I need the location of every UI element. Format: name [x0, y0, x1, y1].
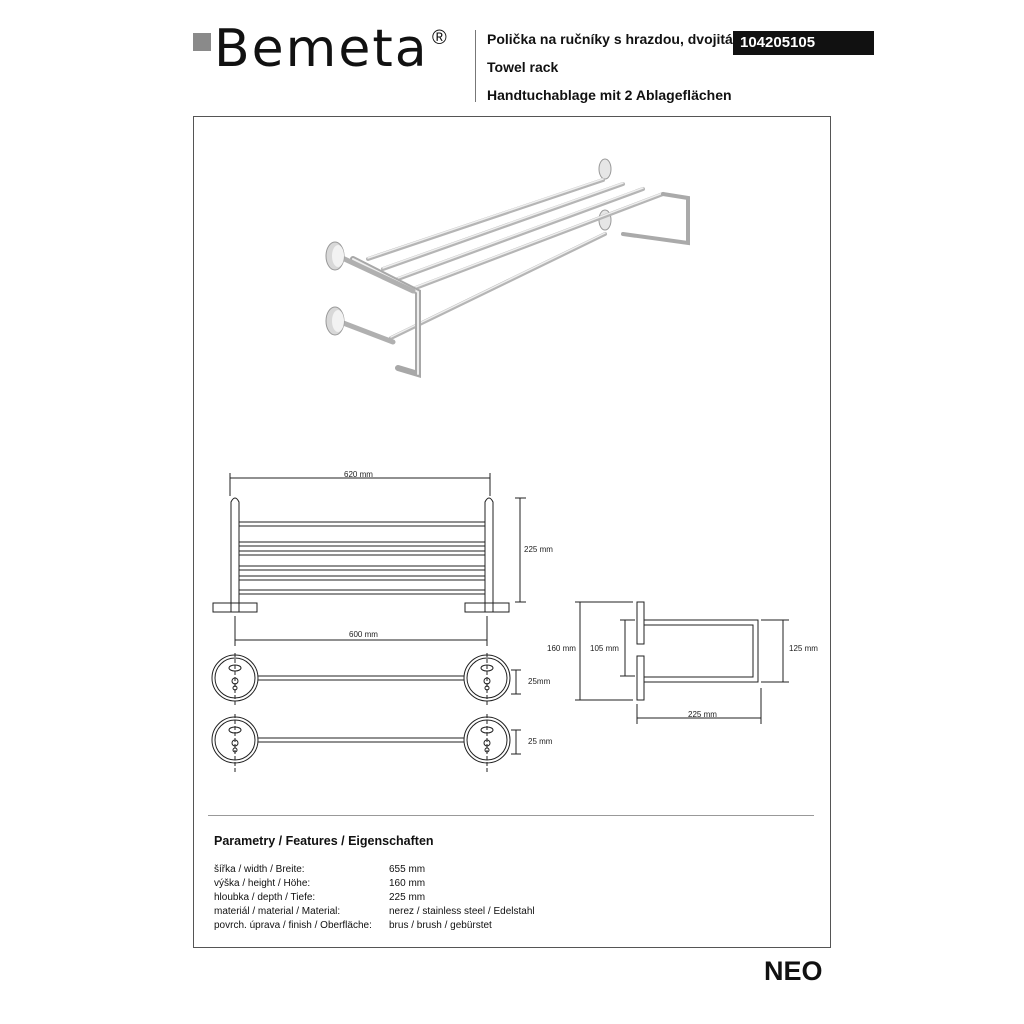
brand-logo — [214, 22, 429, 79]
header-divider — [475, 30, 476, 102]
features-table — [214, 863, 535, 933]
feature-row — [214, 905, 535, 919]
series-name: NEO — [764, 956, 823, 986]
feature-label: hloubka / depth / Tiefe: — [214, 892, 316, 903]
dim-mount-spacing: 600 mm — [349, 630, 378, 639]
technical-drawing — [193, 116, 831, 816]
rosette-view-drawing — [212, 653, 521, 772]
feature-row — [214, 863, 535, 877]
feature-label: výška / height / Höhe: — [214, 878, 311, 889]
dim-rosette-top: 25mm — [528, 677, 551, 686]
feature-label: povrch. úprava / finish / Oberfläche: — [214, 920, 372, 931]
dim-side-inner-height: 105 mm — [590, 644, 619, 653]
dim-front-width: 620 mm — [344, 470, 373, 479]
dim-side-bar-height: 125 mm — [789, 644, 818, 653]
feature-value: 655 mm — [389, 864, 426, 875]
product-title-cz: Polička na ručníky s hrazdou, dvojitá — [487, 31, 733, 47]
product-title-en: Towel rack — [487, 59, 559, 75]
brand-logo-graphic — [214, 22, 429, 70]
side-view-drawing — [575, 602, 789, 724]
feature-label: materiál / material / Material: — [214, 906, 341, 917]
feature-row — [214, 919, 535, 933]
dim-side-total-height: 160 mm — [547, 644, 576, 653]
logo-mark — [193, 33, 211, 51]
feature-value: brus / brush / gebürstet — [389, 920, 492, 931]
features-title: Parametry / Features / Eigenschaften — [214, 834, 434, 848]
dim-front-height: 225 mm — [524, 545, 553, 554]
feature-value: 225 mm — [389, 892, 426, 903]
product-image — [326, 159, 688, 374]
front-view-drawing — [213, 473, 526, 646]
feature-value: nerez / stainless steel / Edelstahl — [389, 906, 535, 917]
product-code-badge: 104205105 — [733, 31, 874, 55]
feature-value: 160 mm — [389, 878, 426, 889]
registered-mark: ® — [432, 27, 447, 49]
feature-label: šířka / width / Breite: — [214, 864, 305, 875]
feature-row — [214, 891, 535, 905]
feature-row — [214, 877, 535, 891]
dim-side-depth: 225 mm — [688, 710, 717, 719]
product-title-de: Handtuchablage mit 2 Ablageflächen — [487, 87, 732, 103]
features-divider — [208, 815, 814, 816]
brand-logo-text: Bemeta — [214, 22, 429, 70]
dim-rosette-bottom: 25 mm — [528, 737, 553, 746]
